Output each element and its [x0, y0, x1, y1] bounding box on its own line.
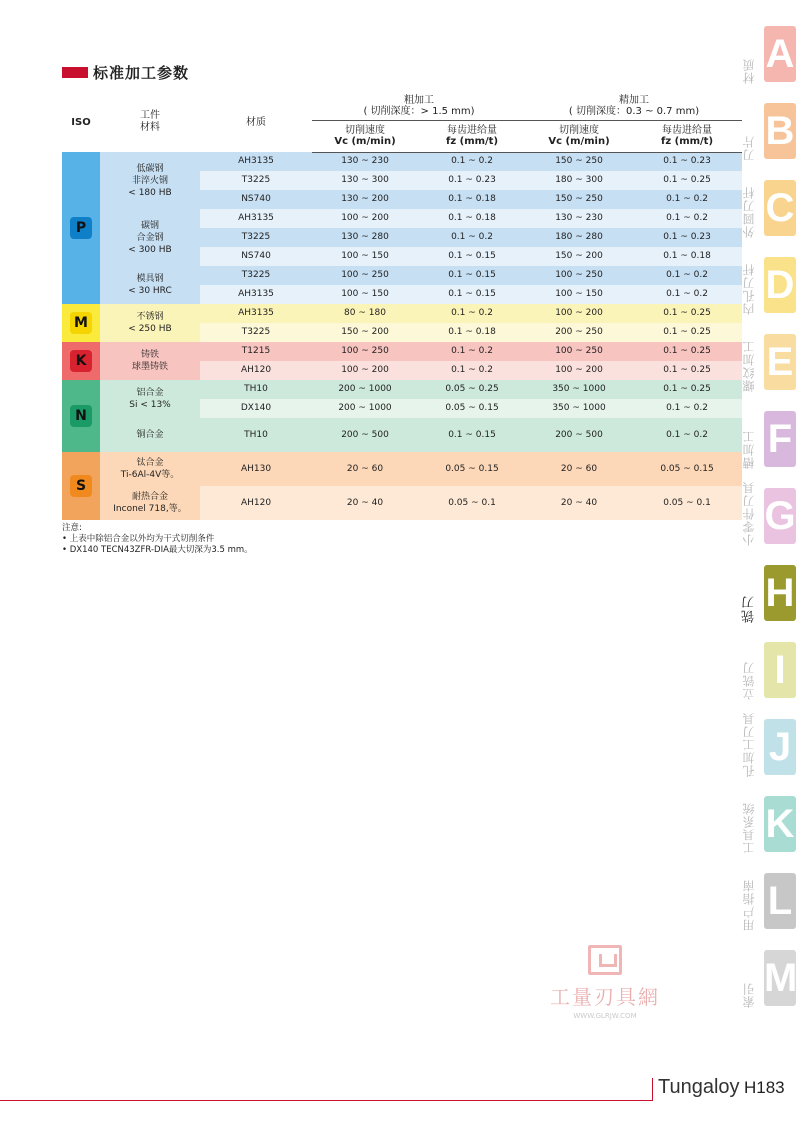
chapter-tab-label: 内孔刀杆 — [742, 263, 756, 315]
table-row — [62, 418, 742, 452]
finish-fz-cell: 0.1 ~ 0.2 — [632, 418, 742, 452]
table-row — [62, 152, 742, 171]
work-material-cell — [100, 418, 200, 452]
watermark-logo-icon — [588, 945, 622, 975]
chapter-tab-label: 材质 — [742, 58, 756, 84]
chapter-tab[interactable] — [734, 403, 800, 473]
work-material-name: 不锈钢 < 250 HB — [128, 312, 172, 334]
grade-cell: AH130 — [200, 452, 312, 486]
work-material-name: 铝合金 Si < 13% — [129, 388, 171, 410]
iso-group-cell — [62, 304, 100, 342]
cutting-parameters-table — [62, 92, 742, 520]
header-finish-sub: ( 切削深度：0.3 ~ 0.7 mm) — [568, 105, 700, 117]
iso-group-cell — [62, 152, 100, 304]
finish-fz-cell: 0.1 ~ 0.25 — [632, 380, 742, 399]
rough-fz-cell: 0.05 ~ 0.1 — [418, 486, 526, 520]
chapter-tab[interactable] — [734, 249, 800, 319]
work-material-name: 碳钢 合金钢 < 300 HB — [128, 220, 172, 255]
finish-vc-cell: 20 ~ 40 — [526, 486, 632, 520]
finish-vc-cell: 100 ~ 200 — [526, 361, 632, 380]
rough-vc-cell: 20 ~ 60 — [312, 452, 418, 486]
chapter-tab-letter: M — [764, 950, 796, 1006]
finish-fz-cell: 0.1 ~ 0.25 — [632, 361, 742, 380]
rough-fz-cell: 0.1 ~ 0.18 — [418, 190, 526, 209]
chapter-tab-label: 螺纹加工 — [742, 340, 756, 392]
rough-vc-cell: 100 ~ 150 — [312, 247, 418, 266]
chapter-tab-label: 小零件刀具 — [742, 481, 756, 546]
finish-fz-cell: 0.1 ~ 0.18 — [632, 247, 742, 266]
finish-vc-cell: 150 ~ 200 — [526, 247, 632, 266]
finish-vc-cell: 200 ~ 250 — [526, 323, 632, 342]
finish-vc-cell: 100 ~ 250 — [526, 342, 632, 361]
grade-cell: TH10 — [200, 418, 312, 452]
grade-cell: T3225 — [200, 323, 312, 342]
finish-vc-cell: 100 ~ 150 — [526, 285, 632, 304]
finish-fz-cell: 0.05 ~ 0.1 — [632, 486, 742, 520]
iso-badge: M — [70, 312, 92, 334]
section-title: 标准加工参数 — [93, 63, 190, 82]
header-finish-vc — [526, 120, 632, 152]
finish-fz-cell: 0.05 ~ 0.15 — [632, 452, 742, 486]
header-finish-title: 精加工 — [619, 94, 650, 106]
chapter-tab-letter: B — [764, 103, 796, 159]
header-work-material — [100, 92, 200, 152]
rough-vc-cell: 20 ~ 40 — [312, 486, 418, 520]
header-work-material-text: 工件 材料 — [140, 110, 160, 133]
work-material-cell — [100, 266, 200, 304]
grade-cell: NS740 — [200, 190, 312, 209]
header-rough-vc — [312, 120, 418, 152]
rough-vc-cell: 130 ~ 300 — [312, 171, 418, 190]
rough-fz-cell: 0.1 ~ 0.2 — [418, 152, 526, 171]
rough-fz-cell: 0.1 ~ 0.2 — [418, 304, 526, 323]
finish-fz-cell: 0.1 ~ 0.23 — [632, 228, 742, 247]
finish-fz-cell: 0.1 ~ 0.2 — [632, 399, 742, 418]
grade-cell: AH3135 — [200, 304, 312, 323]
rough-vc-cell: 100 ~ 250 — [312, 342, 418, 361]
header-vc-title: 切削速度 — [559, 125, 600, 136]
header-finish — [526, 92, 742, 120]
finish-fz-cell: 0.1 ~ 0.25 — [632, 323, 742, 342]
header-fz-title: 每齿进给量 — [662, 125, 713, 136]
work-material-cell — [100, 486, 200, 520]
finish-vc-cell: 180 ~ 300 — [526, 171, 632, 190]
work-material-cell — [100, 452, 200, 486]
footer-rule — [0, 1100, 652, 1101]
notes-title: 注意: — [62, 523, 82, 533]
chapter-tab[interactable] — [734, 942, 800, 1012]
work-material-name: 铜合金 — [136, 430, 164, 440]
finish-fz-cell: 0.1 ~ 0.25 — [632, 342, 742, 361]
grade-cell: TH10 — [200, 380, 312, 399]
iso-badge: N — [70, 405, 92, 427]
section-header — [62, 62, 189, 82]
notes — [62, 523, 253, 556]
rough-vc-cell: 100 ~ 200 — [312, 361, 418, 380]
table-row — [62, 452, 742, 486]
table-body — [62, 152, 742, 520]
grade-cell: T3225 — [200, 228, 312, 247]
chapter-tab[interactable] — [734, 95, 800, 165]
header-vc-unit: Vc (m/min) — [334, 136, 396, 147]
header-vc-unit: Vc (m/min) — [548, 136, 610, 147]
header-rough-title: 粗加工 — [404, 94, 434, 106]
finish-fz-cell: 0.1 ~ 0.2 — [632, 266, 742, 285]
work-material-name: 铸铁 球墨铸铁 — [131, 350, 168, 372]
work-material-name: 钛合金 Ti-6Al-4V等。 — [120, 458, 180, 480]
header-fz-unit: fz (mm/t) — [445, 136, 499, 147]
chapter-tab-letter: D — [764, 257, 796, 313]
brand-logo: Tungaloy — [658, 1076, 740, 1098]
iso-group-cell — [62, 452, 100, 520]
finish-fz-cell: 0.1 ~ 0.2 — [632, 190, 742, 209]
work-material-cell — [100, 152, 200, 209]
table-row — [62, 486, 742, 520]
chapter-tab-letter: H — [764, 565, 796, 621]
chapter-tab-letter: F — [764, 411, 796, 467]
rough-vc-cell: 200 ~ 1000 — [312, 399, 418, 418]
rough-fz-cell: 0.1 ~ 0.2 — [418, 342, 526, 361]
note-item: • 上表中除铝合金以外均为干式切削条件 — [62, 534, 215, 544]
rough-vc-cell: 150 ~ 200 — [312, 323, 418, 342]
finish-vc-cell: 150 ~ 250 — [526, 190, 632, 209]
iso-badge: S — [70, 475, 92, 497]
finish-fz-cell: 0.1 ~ 0.23 — [632, 152, 742, 171]
chapter-tab-letter: J — [764, 719, 796, 775]
iso-badge: K — [70, 350, 92, 372]
header-grade: 材质 — [246, 116, 266, 128]
finish-vc-cell: 350 ~ 1000 — [526, 380, 632, 399]
finish-fz-cell: 0.1 ~ 0.2 — [632, 285, 742, 304]
rough-fz-cell: 0.1 ~ 0.15 — [418, 247, 526, 266]
footer-rule-vertical — [652, 1078, 653, 1101]
rough-fz-cell: 0.05 ~ 0.25 — [418, 380, 526, 399]
rough-fz-cell: 0.05 ~ 0.15 — [418, 452, 526, 486]
chapter-tab-label: 索引 — [742, 982, 756, 1008]
rough-vc-cell: 100 ~ 250 — [312, 266, 418, 285]
finish-vc-cell: 180 ~ 280 — [526, 228, 632, 247]
finish-vc-cell: 350 ~ 1000 — [526, 399, 632, 418]
chapter-tab-label: 铣刀 — [742, 595, 757, 623]
table-row — [62, 209, 742, 228]
header-fz-title: 每齿进给量 — [447, 125, 497, 136]
chapter-tab[interactable] — [734, 788, 800, 858]
rough-fz-cell: 0.1 ~ 0.18 — [418, 209, 526, 228]
chapter-tab[interactable] — [734, 18, 800, 88]
rough-fz-cell: 0.05 ~ 0.15 — [418, 399, 526, 418]
iso-group-cell — [62, 342, 100, 380]
rough-fz-cell: 0.1 ~ 0.23 — [418, 171, 526, 190]
work-material-name: 模具钢 < 30 HRC — [128, 274, 172, 296]
chapter-tab-label: 槽加工 — [742, 430, 756, 469]
grade-cell: T3225 — [200, 266, 312, 285]
finish-vc-cell: 20 ~ 60 — [526, 452, 632, 486]
header-rough-sub: ( 切削深度：> 1.5 mm) — [363, 105, 475, 117]
watermark — [540, 945, 670, 1020]
header-finish-fz — [632, 120, 742, 152]
finish-vc-cell: 130 ~ 230 — [526, 209, 632, 228]
chapter-tab[interactable] — [734, 711, 800, 781]
rough-vc-cell: 100 ~ 150 — [312, 285, 418, 304]
rough-vc-cell: 130 ~ 280 — [312, 228, 418, 247]
chapter-tab-letter: I — [764, 642, 796, 698]
grade-cell: T1215 — [200, 342, 312, 361]
iso-badge: P — [70, 217, 92, 239]
rough-fz-cell: 0.1 ~ 0.2 — [418, 361, 526, 380]
grade-cell: AH3135 — [200, 285, 312, 304]
rough-fz-cell: 0.1 ~ 0.18 — [418, 323, 526, 342]
watermark-url: WWW.GLRJW.COM — [573, 1012, 637, 1020]
chapter-tab[interactable] — [734, 326, 800, 396]
finish-fz-cell: 0.1 ~ 0.25 — [632, 304, 742, 323]
grade-cell: AH120 — [200, 486, 312, 520]
page-number: H183 — [744, 1078, 785, 1097]
rough-vc-cell: 200 ~ 1000 — [312, 380, 418, 399]
finish-fz-cell: 0.1 ~ 0.25 — [632, 171, 742, 190]
chapter-tab[interactable] — [734, 480, 800, 550]
finish-vc-cell: 150 ~ 250 — [526, 152, 632, 171]
chapter-tab-letter: K — [764, 796, 796, 852]
iso-group-cell — [62, 380, 100, 452]
chapter-tab[interactable] — [734, 865, 800, 935]
header-rough-fz — [418, 120, 526, 152]
rough-fz-cell: 0.1 ~ 0.2 — [418, 228, 526, 247]
chapter-tab[interactable] — [734, 557, 800, 627]
rough-vc-cell: 100 ~ 200 — [312, 209, 418, 228]
chapter-tab-label: 立铣刀 — [742, 661, 756, 700]
work-material-cell — [100, 380, 200, 418]
chapter-tab-label: 外圆刀杆 — [742, 186, 756, 238]
chapter-tab-label: 工具系统 — [742, 802, 756, 854]
work-material-cell — [100, 342, 200, 380]
grade-cell: NS740 — [200, 247, 312, 266]
header-rough — [312, 92, 526, 120]
grade-cell: DX140 — [200, 399, 312, 418]
work-material-name: 耐热合金 Inconel 718,等。 — [113, 492, 187, 514]
work-material-cell — [100, 304, 200, 342]
rough-fz-cell: 0.1 ~ 0.15 — [418, 418, 526, 452]
rough-vc-cell: 80 ~ 180 — [312, 304, 418, 323]
work-material-name: 低碳钢 非淬火钢 < 180 HB — [128, 163, 172, 198]
grade-cell: AH3135 — [200, 152, 312, 171]
header-fz-unit: fz (mm/t) — [660, 136, 714, 147]
finish-vc-cell: 100 ~ 250 — [526, 266, 632, 285]
rough-vc-cell: 130 ~ 200 — [312, 190, 418, 209]
chapter-tab-label: 刀片 — [742, 135, 756, 161]
note-item: • DX140 TECN43ZFR-DIA最大切深为3.5 mm。 — [62, 545, 253, 555]
rough-vc-cell: 200 ~ 500 — [312, 418, 418, 452]
chapter-tab-label: 用户指南 — [742, 879, 756, 931]
work-material-cell — [100, 209, 200, 266]
section-accent-bar — [62, 67, 88, 78]
chapter-tab-letter: E — [764, 334, 796, 390]
chapter-tab[interactable] — [734, 634, 800, 704]
finish-fz-cell: 0.1 ~ 0.2 — [632, 209, 742, 228]
finish-vc-cell: 100 ~ 200 — [526, 304, 632, 323]
table-row — [62, 304, 742, 323]
grade-cell: AH120 — [200, 361, 312, 380]
grade-cell: AH3135 — [200, 209, 312, 228]
chapter-tab-letter: G — [764, 488, 796, 544]
table-row — [62, 380, 742, 399]
table-row — [62, 266, 742, 285]
header-iso: ISO — [71, 116, 91, 128]
chapter-tab-letter: A — [764, 26, 796, 82]
chapter-tab-letter: C — [764, 180, 796, 236]
chapter-tab[interactable] — [734, 172, 800, 242]
header-vc-title: 切削速度 — [345, 125, 385, 136]
grade-cell: T3225 — [200, 171, 312, 190]
table-row — [62, 342, 742, 361]
watermark-name: 工量刃具網 — [550, 985, 660, 1009]
finish-vc-cell: 200 ~ 500 — [526, 418, 632, 452]
chapter-tab-label: 孔加工刀具 — [742, 712, 756, 777]
chapter-tab-letter: L — [764, 873, 796, 929]
rough-fz-cell: 0.1 ~ 0.15 — [418, 285, 526, 304]
rough-fz-cell: 0.1 ~ 0.15 — [418, 266, 526, 285]
rough-vc-cell: 130 ~ 230 — [312, 152, 418, 171]
